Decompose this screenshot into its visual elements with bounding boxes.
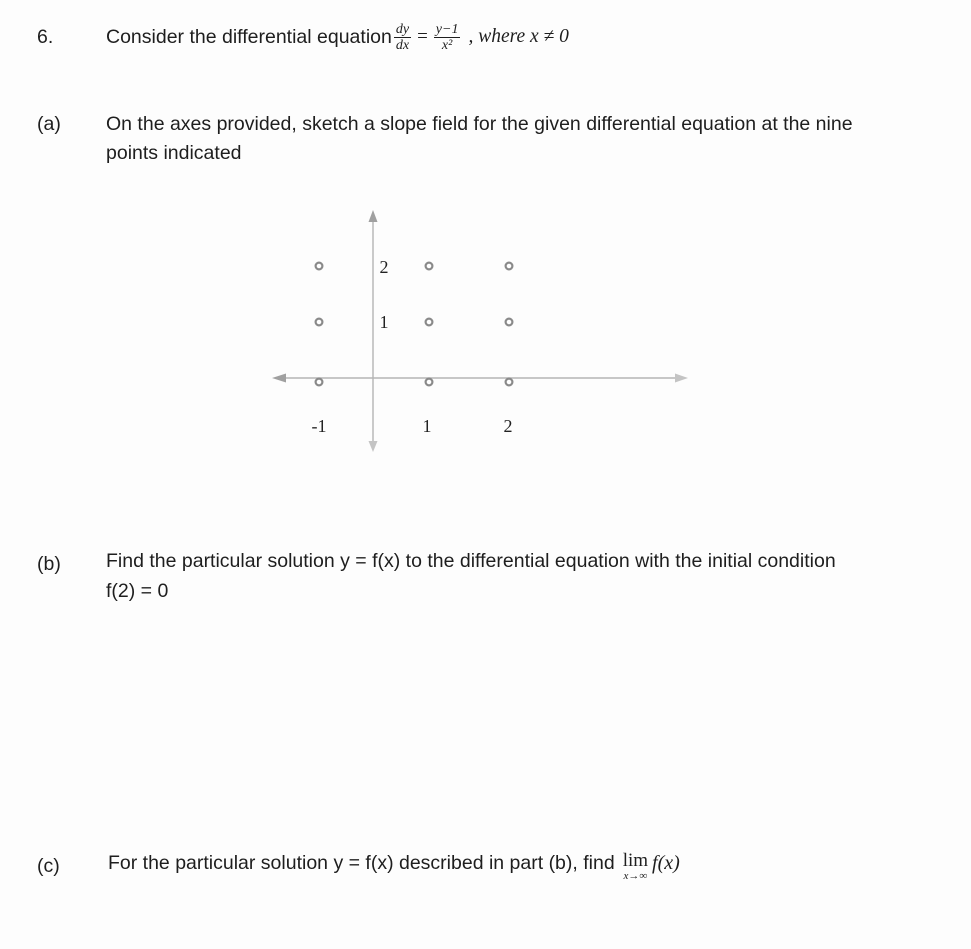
equals-sign: = (417, 26, 428, 47)
slope-field-point (426, 379, 433, 386)
lim-word: lim (622, 850, 649, 871)
rhs-numerator: y−1 (435, 21, 459, 37)
slope-field-point (426, 263, 433, 270)
y-axis-up-arrow (369, 210, 378, 222)
part-b-line2: f(2) = 0 (106, 580, 169, 602)
x-tick-label: 1 (422, 416, 432, 436)
part-a-line1: On the axes provided, sketch a slope field for the given differential equation at the nine (106, 113, 853, 135)
slope-field-point (506, 319, 513, 326)
domain-condition: , where x ≠ 0 (468, 26, 569, 47)
question-intro: Consider the differential equation (106, 25, 392, 48)
x-tick-label: 2 (503, 416, 513, 436)
rhs-denominator: x² (434, 37, 461, 53)
y-tick-label: 1 (379, 312, 389, 332)
limit-expression: f(x) (652, 852, 680, 874)
part-c-label: (c) (37, 855, 60, 877)
dy-numerator: dy (395, 21, 410, 37)
question-number: 6. (37, 26, 54, 48)
slope-field-point (316, 263, 323, 270)
dx-denominator: dx (395, 37, 410, 53)
slope-field-point (316, 379, 323, 386)
part-a-label: (a) (37, 113, 61, 135)
part-c-statement (108, 852, 680, 882)
lim-subscript: x→∞ (623, 870, 648, 882)
part-b-label: (b) (37, 553, 61, 575)
x-axis-left-arrow (272, 374, 286, 383)
slope-field-point (506, 379, 513, 386)
limit-operator (623, 852, 648, 882)
part-c-text: For the particular solution y = f(x) described in part (b), find (108, 852, 615, 874)
y-tick-label: 2 (379, 257, 389, 277)
x-axis-right-arrow (675, 374, 688, 383)
slope-field-point (316, 319, 323, 326)
y-axis-down-arrow (369, 441, 378, 452)
slope-field-point (506, 263, 513, 270)
part-b-line1: Find the particular solution y = f(x) to the differential equation with the initial condition (106, 550, 836, 572)
slope-field-point (426, 319, 433, 326)
part-a-line2: points indicated (106, 142, 242, 164)
x-tick-label: -1 (311, 416, 327, 436)
